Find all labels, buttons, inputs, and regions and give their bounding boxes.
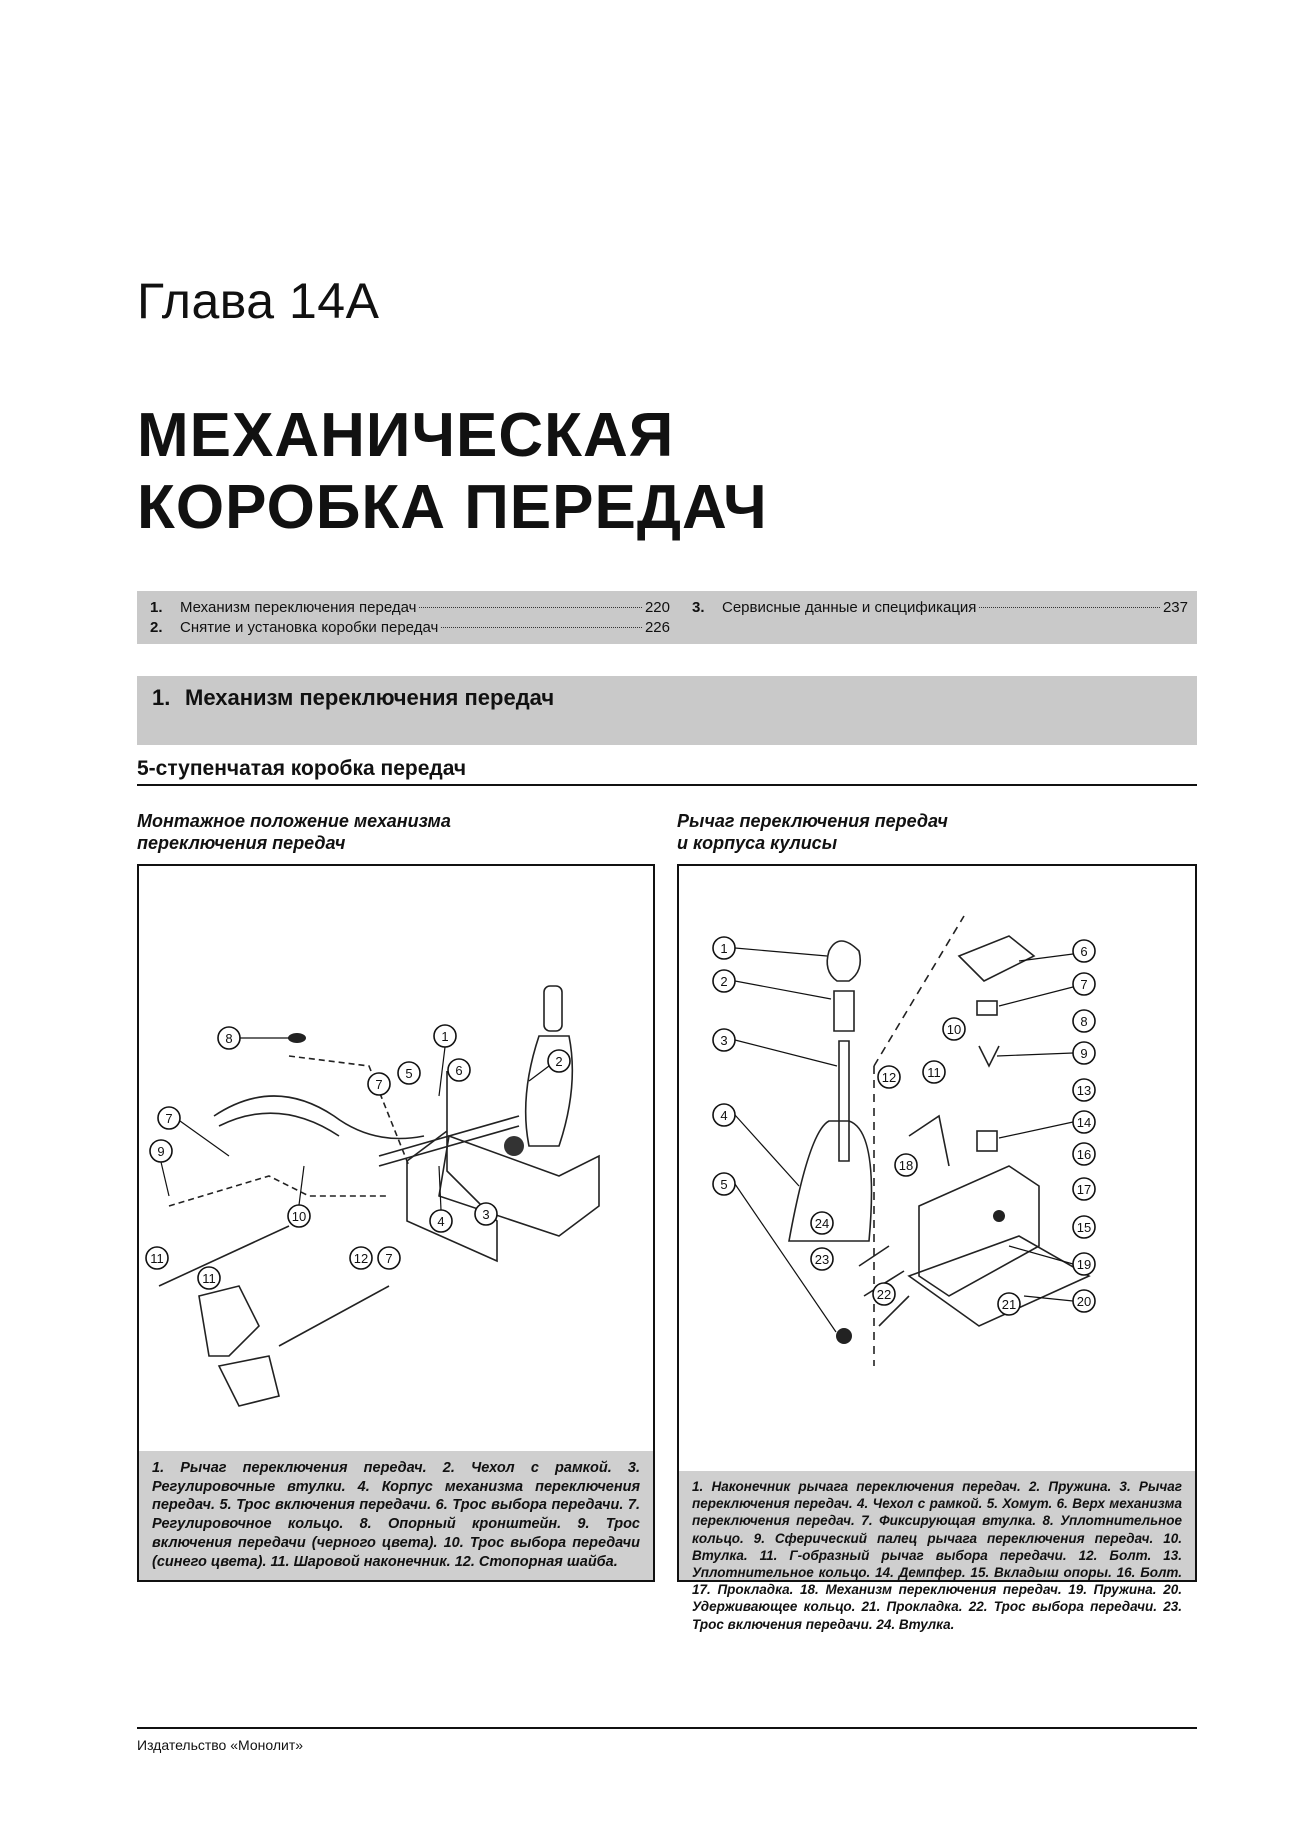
callout-label: 3 (720, 1033, 728, 1048)
pivot-shape (504, 1136, 524, 1156)
callout-label: 10 (946, 1022, 962, 1037)
guide-line (874, 916, 964, 1066)
leader-line (161, 1162, 169, 1196)
callout-label: 9 (1080, 1046, 1088, 1061)
cable-shape (379, 1116, 519, 1156)
callout-label: 4 (437, 1214, 445, 1229)
callout-label: 12 (353, 1251, 369, 1266)
toc-entry-label: Снятие и установка коробки передач (180, 619, 439, 636)
figure-right-illustration (679, 866, 1195, 1366)
callout-label: 14 (1076, 1115, 1092, 1130)
section-title: Механизм переключения передач (185, 685, 555, 710)
chapter-heading: Глава 14А (137, 273, 380, 329)
leader-line (999, 1122, 1073, 1138)
footer-divider (137, 1727, 1197, 1729)
figure-left-caption-line: Монтажное положение механизма (137, 811, 451, 831)
callout-label: 5 (720, 1177, 728, 1192)
chapter-title-line-1: МЕХАНИЧЕСКАЯ (137, 401, 675, 470)
lower-bracket-shape (219, 1356, 279, 1406)
leader-line (735, 981, 831, 999)
callout-label: 7 (375, 1077, 383, 1092)
publisher-footer: Издательство «Монолит» (137, 1737, 304, 1753)
toc-entry-label: Механизм переключения передач (180, 599, 417, 616)
callout-label: 9 (157, 1144, 165, 1159)
leader-line (1024, 1296, 1073, 1301)
figure-left-legend: 1. Рычаг переключения передач. 2. Чехол с рамкой. 3. Регулировочные втулки. 4. Корпус механизма переключения передач. 5. Трос включения передачи. 6. Трос выбора передачи. 7. Регулировочное кольцо. 8. Опорный кронштейн. 9. Трос включения передачи (черного цвета). 10. Трос выбора передачи (синего цвета). 11. Шаровой наконечник. 12. Стопорная шайба. (139, 1451, 653, 1580)
callout-label: 3 (482, 1207, 490, 1222)
callout-label: 8 (225, 1031, 233, 1046)
callout-label: 7 (385, 1251, 393, 1266)
callout-label: 12 (881, 1070, 897, 1085)
leader-line (999, 987, 1073, 1006)
chapter-title-line-2: КОРОБКА ПЕРЕДАЧ (137, 473, 768, 542)
toc-entry-page: 226 (644, 619, 670, 636)
callout-label: 10 (291, 1209, 307, 1224)
callout-label: 11 (927, 1065, 941, 1080)
knob-shape (827, 941, 860, 981)
toc-entry-page: 220 (644, 599, 670, 616)
callout-label: 5 (405, 1066, 413, 1081)
cable-shape (379, 1126, 519, 1166)
housing-shape (919, 1166, 1039, 1296)
callout-label: 24 (814, 1216, 830, 1231)
callout-label: 21 (1001, 1297, 1017, 1312)
callout-label: 13 (1076, 1083, 1092, 1098)
callout-label: 11 (150, 1251, 164, 1266)
section-number: 1. (152, 685, 171, 710)
leader-line (735, 1115, 799, 1186)
cable-shape (159, 1226, 289, 1286)
figure-left-caption-line: переключения передач (137, 833, 346, 853)
bracket-shape (214, 1096, 424, 1139)
subsection-title: 5-ступенчатая коробка передач (137, 757, 467, 780)
leader-line (735, 948, 827, 956)
guide-line (289, 1056, 409, 1166)
shifter-boot-shape (407, 1071, 497, 1261)
callout-label: 18 (898, 1158, 914, 1173)
toc-entry-page: 237 (1162, 599, 1188, 616)
toc-entry[interactable] (150, 599, 670, 616)
table-of-contents (137, 591, 1197, 644)
callout-label: 2 (555, 1054, 563, 1069)
callout-label: 7 (1080, 977, 1088, 992)
guide-line (169, 1176, 389, 1206)
leader-line (439, 1047, 445, 1096)
bushing-shape (288, 1033, 306, 1043)
toc-entry-number: 3. (692, 599, 705, 616)
toc-entry-label: Сервисные данные и спецификация (722, 599, 977, 616)
chapter-title (137, 400, 768, 544)
callout-label: 22 (876, 1287, 892, 1302)
callout-label: 6 (455, 1063, 463, 1078)
subsection-divider (137, 784, 1197, 786)
leader-line (1019, 954, 1073, 961)
toc-entry[interactable] (150, 619, 670, 636)
figure-right-legend: 1. Наконечник рычага переключения передач. 2. Пружина. 3. Рычаг переключения передач. 4. Чехол с рамкой. 5. Хомут. 6. Верх механизма переключения передач. 7. Фиксирующая втулка. 8. Уплотнительное кольцо. 9. Сферический палец рычага переключения передач. 10. Втулка. 11. Г-образный рычаг выбора передачи. 12. Болт. 13. Уплотнительное кольцо. 14. Демпфер. 15. Вкладыш опоры. 16. Болт. 17. Прокладка. 18. Механизм переключения передач. 19. Пружина. 20. Удерживающее кольцо. 21. Прокладка. 22. Трос выбора передачи. 23. Трос включения передачи. 24. Втулка. (679, 1471, 1195, 1580)
leader-line (529, 1066, 549, 1081)
callout-label: 20 (1076, 1294, 1092, 1309)
callout-label: 1 (441, 1029, 449, 1044)
toc-leader-dots (419, 607, 642, 608)
callout-label: 15 (1076, 1220, 1092, 1235)
toc-leader-dots (441, 627, 642, 628)
figure-right-caption-line: и корпуса кулисы (677, 833, 838, 853)
toc-entry-number: 2. (150, 619, 163, 636)
ball-pin-shape (979, 1046, 999, 1066)
bracket-shape (219, 1113, 339, 1136)
callout-label: 16 (1076, 1147, 1092, 1162)
spring-shape (834, 991, 854, 1031)
toc-entry[interactable] (692, 599, 1188, 616)
figure-right-caption (677, 810, 948, 854)
bushing-shape (977, 1001, 997, 1015)
figure-right-caption-line: Рычаг переключения передач (677, 811, 948, 831)
callout-label: 6 (1080, 944, 1088, 959)
leader-line (735, 1040, 837, 1066)
callout-label: 11 (202, 1271, 216, 1286)
seal-shape (977, 1131, 997, 1151)
toc-entry-number: 1. (150, 599, 163, 616)
shift-knob-shape (544, 986, 562, 1031)
figure-left-caption (137, 810, 451, 854)
leader-line (997, 1053, 1073, 1056)
lower-bracket-shape (199, 1286, 259, 1356)
callout-label: 23 (814, 1252, 830, 1267)
clamp-shape (836, 1328, 852, 1344)
leader-line (180, 1121, 229, 1156)
leader-line (299, 1166, 304, 1205)
cover-shape (959, 936, 1034, 981)
callout-label: 8 (1080, 1014, 1088, 1029)
callout-label: 17 (1076, 1182, 1092, 1197)
callout-label: 2 (720, 974, 728, 989)
callout-label: 1 (720, 941, 728, 956)
bolt-shape (993, 1210, 1005, 1222)
callout-label: 4 (720, 1108, 728, 1123)
toc-leader-dots (979, 607, 1160, 608)
gasket-shape (909, 1236, 1092, 1326)
cable-shape (279, 1286, 389, 1346)
callout-label: 7 (165, 1111, 173, 1126)
lever-shape (839, 1041, 849, 1161)
callout-label: 19 (1076, 1257, 1092, 1272)
